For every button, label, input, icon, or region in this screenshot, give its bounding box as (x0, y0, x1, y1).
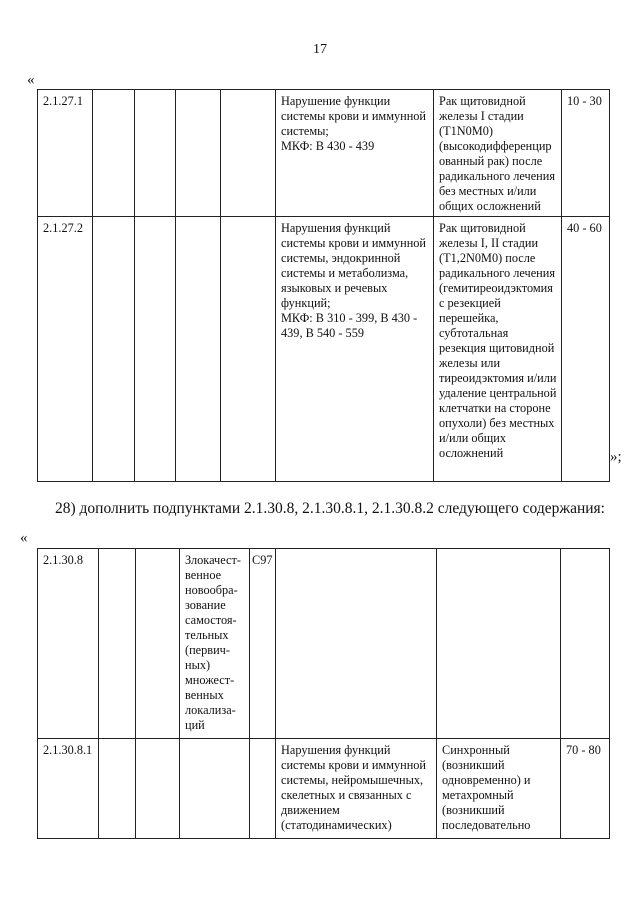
percent-cell: 10 - 30 (562, 90, 610, 217)
diagnosis-cell: Рак щитовидной железы I, II стадии (T1,2N0M0) после радикального лечения (гемитиреоидэктомия с резекцией перешейка, субтотальная резекция щитовидной железы или тиреоидэктомия и/или удаление центральной клетчатки на стороне опухоли) без местных и/или общих осложнений (434, 217, 562, 482)
empty-cell (99, 549, 136, 739)
amendment-text: 28) дополнить подпунктами 2.1.30.8, 2.1.30.8.1, 2.1.30.8.2 следующего содержания: (54, 500, 605, 517)
impairment-cell: Нарушения функций системы крови и иммунной системы, нейромышечных, скелетных и связанных с движением (статодинамических) (276, 739, 437, 839)
open-quote-2: « (20, 530, 28, 546)
percent-cell: 40 - 60 (562, 217, 610, 482)
row-code: 2.1.27.2 (38, 217, 93, 482)
empty-cell (176, 217, 221, 482)
diagnosis-cell: Синхронный (возникший одновременно) и метахромный (возникший последовательно (437, 739, 561, 839)
icd-cell: С97 (250, 549, 276, 739)
icd-cell (250, 739, 276, 839)
empty-cell (93, 90, 135, 217)
table-2 (37, 548, 610, 839)
row-code: 2.1.27.1 (38, 90, 93, 217)
table-row (38, 739, 610, 839)
impairment-cell (276, 549, 437, 739)
row-code: 2.1.30.8.1 (38, 739, 99, 839)
open-quote-1: « (27, 72, 35, 88)
empty-cell (221, 217, 276, 482)
row-code: 2.1.30.8 (38, 549, 99, 739)
table-row (38, 217, 610, 482)
empty-cell (135, 90, 176, 217)
empty-cell (176, 90, 221, 217)
percent-cell: 70 - 80 (561, 739, 610, 839)
table-row (38, 90, 610, 217)
page-number: 17 (313, 42, 327, 57)
table-1 (37, 89, 610, 482)
percent-cell (561, 549, 610, 739)
empty-cell (93, 217, 135, 482)
table-row (38, 549, 610, 739)
empty-cell (136, 549, 180, 739)
diagnosis-cell (437, 549, 561, 739)
diagnosis-cell: Рак щитовидной железы I стадии (T1N0M0) (высокодифференцир ованный рак) после радикального лечения без местных и/или общих осложнений (434, 90, 562, 217)
disease-cell: Злокачест- венное новообра- зование самостоя- тельных (первич- ных) множест- венных локализа- ций (180, 549, 250, 739)
close-quote: »; (610, 449, 622, 465)
empty-cell (99, 739, 136, 839)
impairment-cell: Нарушения функций системы крови и иммунной системы, эндокринной системы и метаболизма, языковых и речевых функций; МКФ: В 310 - 399, В 430 - 439, В 540 - 559 (276, 217, 434, 482)
empty-cell (221, 90, 276, 217)
empty-cell (135, 217, 176, 482)
empty-cell (136, 739, 180, 839)
disease-cell (180, 739, 250, 839)
impairment-cell: Нарушение функции системы крови и иммунной системы; МКФ: В 430 - 439 (276, 90, 434, 217)
